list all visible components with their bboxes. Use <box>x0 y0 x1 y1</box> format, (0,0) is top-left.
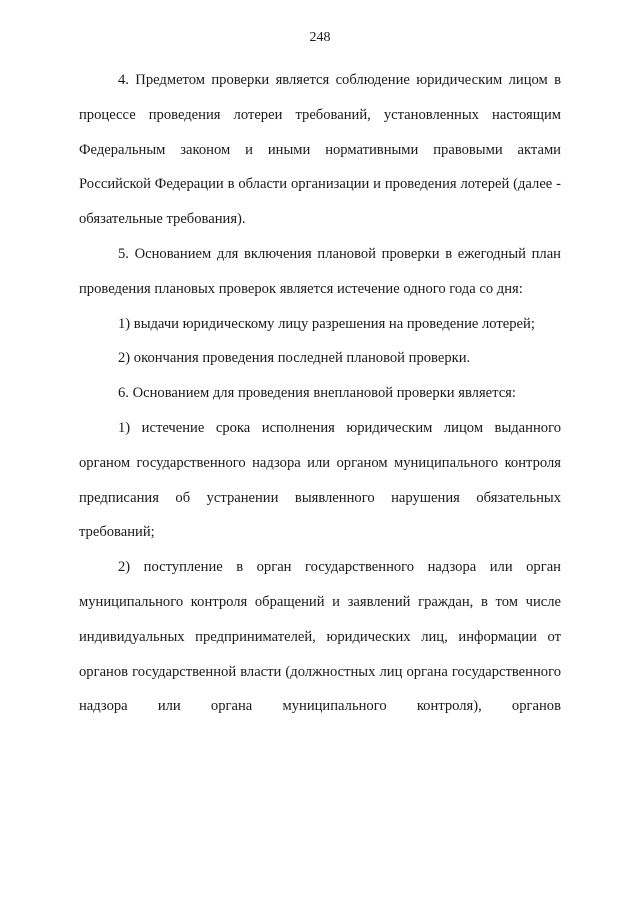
paragraph-6-item-2: 2) поступление в орган государственного надзора или орган муниципального контроля обращений и заявлений граждан, в том числе индивидуальных предпринимателей, юридических лиц, информации от органов государственной власти (должностных лиц органа государственного надзора или органа муниципального контроля), органов <box>79 559 561 715</box>
paragraph-5-planned-basis: 5. Основанием для включения плановой проверки в ежегодный план проведения плановых проверок является истечение одного года со дня: <box>79 245 561 297</box>
page-number: 248 <box>309 30 331 45</box>
paragraph-6-unplanned-basis: 6. Основанием для проведения внеплановой проверки является: <box>118 385 516 402</box>
paragraph-4-subject: 4. Предметом проверки является соблюдение юридическим лицом в процессе проведения лотереи требований, установленных настоящим Федеральным законом и иными нормативными правовыми актами Российской Федерации в области организации и проведения лотерей (далее - обязательные требования). <box>79 72 561 228</box>
document-body <box>79 63 561 724</box>
paragraph-6-item-1: 1) истечение срока исполнения юридическим лицом выданного органом государственного надзора или органом муниципального контроля предписания об устранении выявленного нарушения обязательных требований; <box>79 419 561 541</box>
paragraph-5-item-2: 2) окончания проведения последней плановой проверки. <box>118 350 471 367</box>
paragraph-5-item-1: 1) выдачи юридическому лицу разрешения на проведение лотерей; <box>118 315 535 332</box>
